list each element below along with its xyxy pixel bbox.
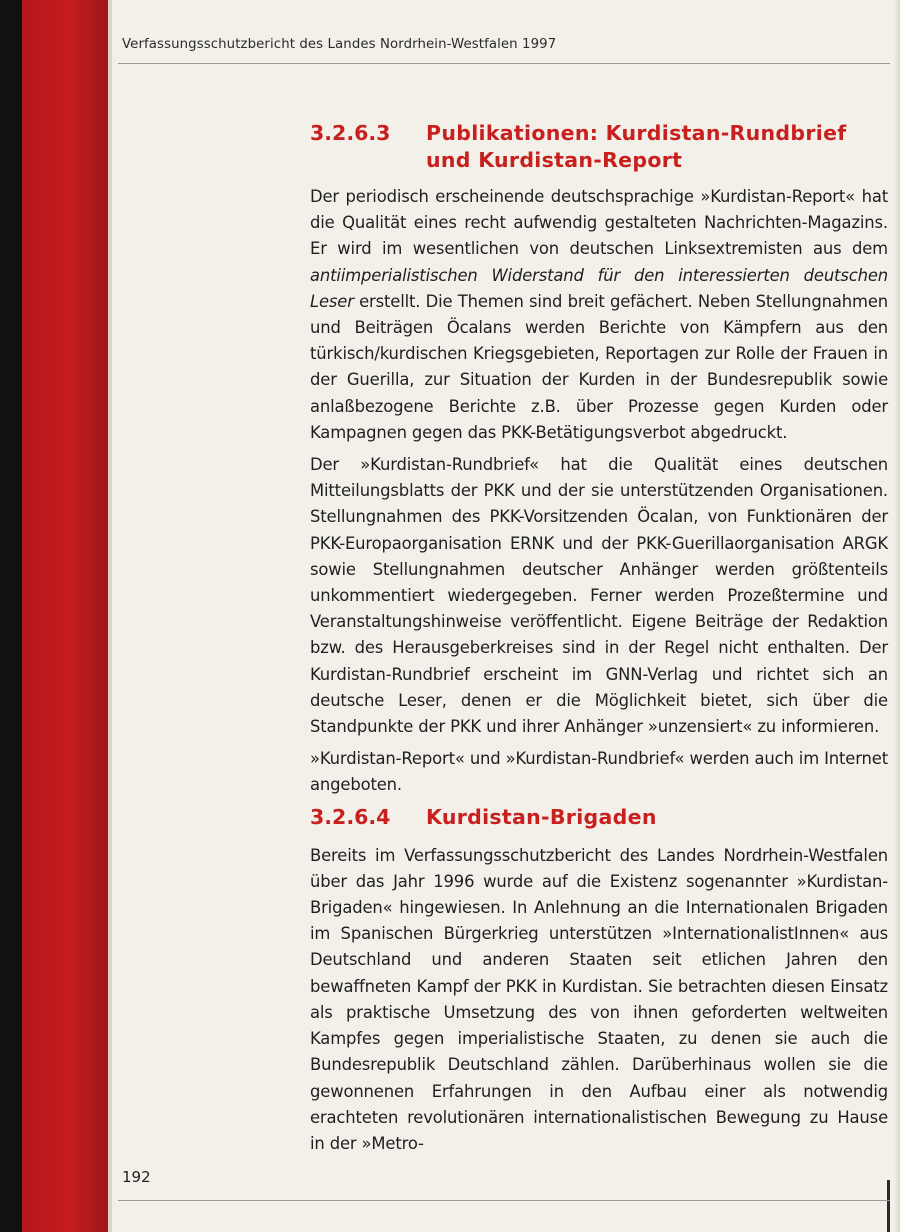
header-rule: [118, 63, 890, 64]
section-heading-3-2-6-3: [310, 120, 888, 174]
paragraph-internet: »Kurdistan-Report« und »Kurdistan-Rundbrief« werden auch im Internet angeboten.: [310, 749, 888, 795]
section-heading-3-2-6-4: [310, 804, 888, 831]
binding-edge-black: [0, 0, 22, 1232]
section-number: 3.2.6.3: [310, 121, 391, 145]
page-number: 192: [122, 1168, 151, 1186]
binding-edge-shadow: [108, 0, 112, 1232]
italic-text: antiimperialistischen Widerstand für den interessierten deutschen Leser: [310, 265, 888, 311]
paragraph-kurdistan-rundbrief: Der »Kurdistan-Rundbrief« hat die Qualität eines deutschen Mitteilungsblatts der PKK und der sie unterstützenden Organisationen. Stellungnahmen des PKK-Vorsitzenden Öcalan, von Funktionären der PKK-Europaorganisation ERNK und der PKK-Guerillaorganisation ARGK sowie Stellungnahmen deutscher Anhänger werden größtenteils unkommentiert wiedergegeben. Ferner werden Prozeßtermine und Veranstaltungshinweise veröffentlicht. Eigene Beiträge der Redaktion bzw. des Herausgeberkreises sind in der Regel nicht enthalten. Der Kurdistan-Rundbrief erscheint im GNN-Verlag und richtet sich an deutsche Leser, denen er die Möglichkeit bietet, sich über die Standpunkte der PKK und ihrer Anhänger »unzensiert« zu informieren.: [310, 455, 888, 737]
section-number: 3.2.6.4: [310, 804, 391, 829]
paragraph-kurdistan-report: [310, 184, 888, 446]
footer-rule: [118, 1200, 890, 1201]
paragraph-text: erstellt. Die Themen sind breit gefächert. Neben Stellungnahmen und Beiträgen Öcalans werden Berichte von Kämpfern aus den türkisch/kurdischen Kriegsgebieten, Reportagen zur Rolle der Frauen in der Guerilla, zur Situation der Kurden in der Bundesrepublik sowie anlaßbezogene Berichte z.B. über Prozesse gegen Kurden oder Kampagnen gegen das PKK-Betätigungsverbot abgedruckt.: [310, 291, 888, 442]
running-head: Verfassungsschutzbericht des Landes Nordrhein-Westfalen 1997: [122, 37, 557, 52]
scan-edge-right: [894, 0, 900, 1232]
page-body: [310, 120, 888, 1163]
paragraph-text: Der periodisch erscheinende deutschsprachige »Kurdistan-Report« hat die Qualität eines recht aufwendig gestalteten Nachrichten-Magazins. Er wird im wesentlichen von deutschen Linksextremisten aus dem: [310, 187, 888, 259]
section-title: Publikationen: Kurdistan-Rundbrief und Kurdistan-Report: [426, 121, 847, 172]
binding-edge-red: [22, 0, 108, 1232]
scan-mark: [887, 1180, 890, 1232]
section-title: Kurdistan-Brigaden: [426, 804, 657, 829]
paragraph-kurdistan-brigaden: Bereits im Verfassungsschutzbericht des Landes Nordrhein-Westfalen über das Jahr 1996 wurde auf die Existenz sogenannter »Kurdistan-Brigaden« hingewiesen. In Anlehnung an die Internationalen Brigaden im Spanischen Bürgerkrieg unterstützen »InternationalistInnen« aus Deutschland und anderen Staaten seit etlichen Jahren den bewaffneten Kampf der PKK in Kurdistan. Sie betrachten diesen Einsatz als praktische Umsetzung des von ihnen geforderten weltweiten Kampfes gegen imperialistische Staaten, zu denen sie auch die Bundesrepublik Deutschland zählen. Darüberhinaus wollen sie die gewonnenen Erfahrungen in den Aufbau einer als notwendig erachteten revolutionären internationalistischen Bewegung zu Hause in der »Metro-: [310, 845, 888, 1153]
